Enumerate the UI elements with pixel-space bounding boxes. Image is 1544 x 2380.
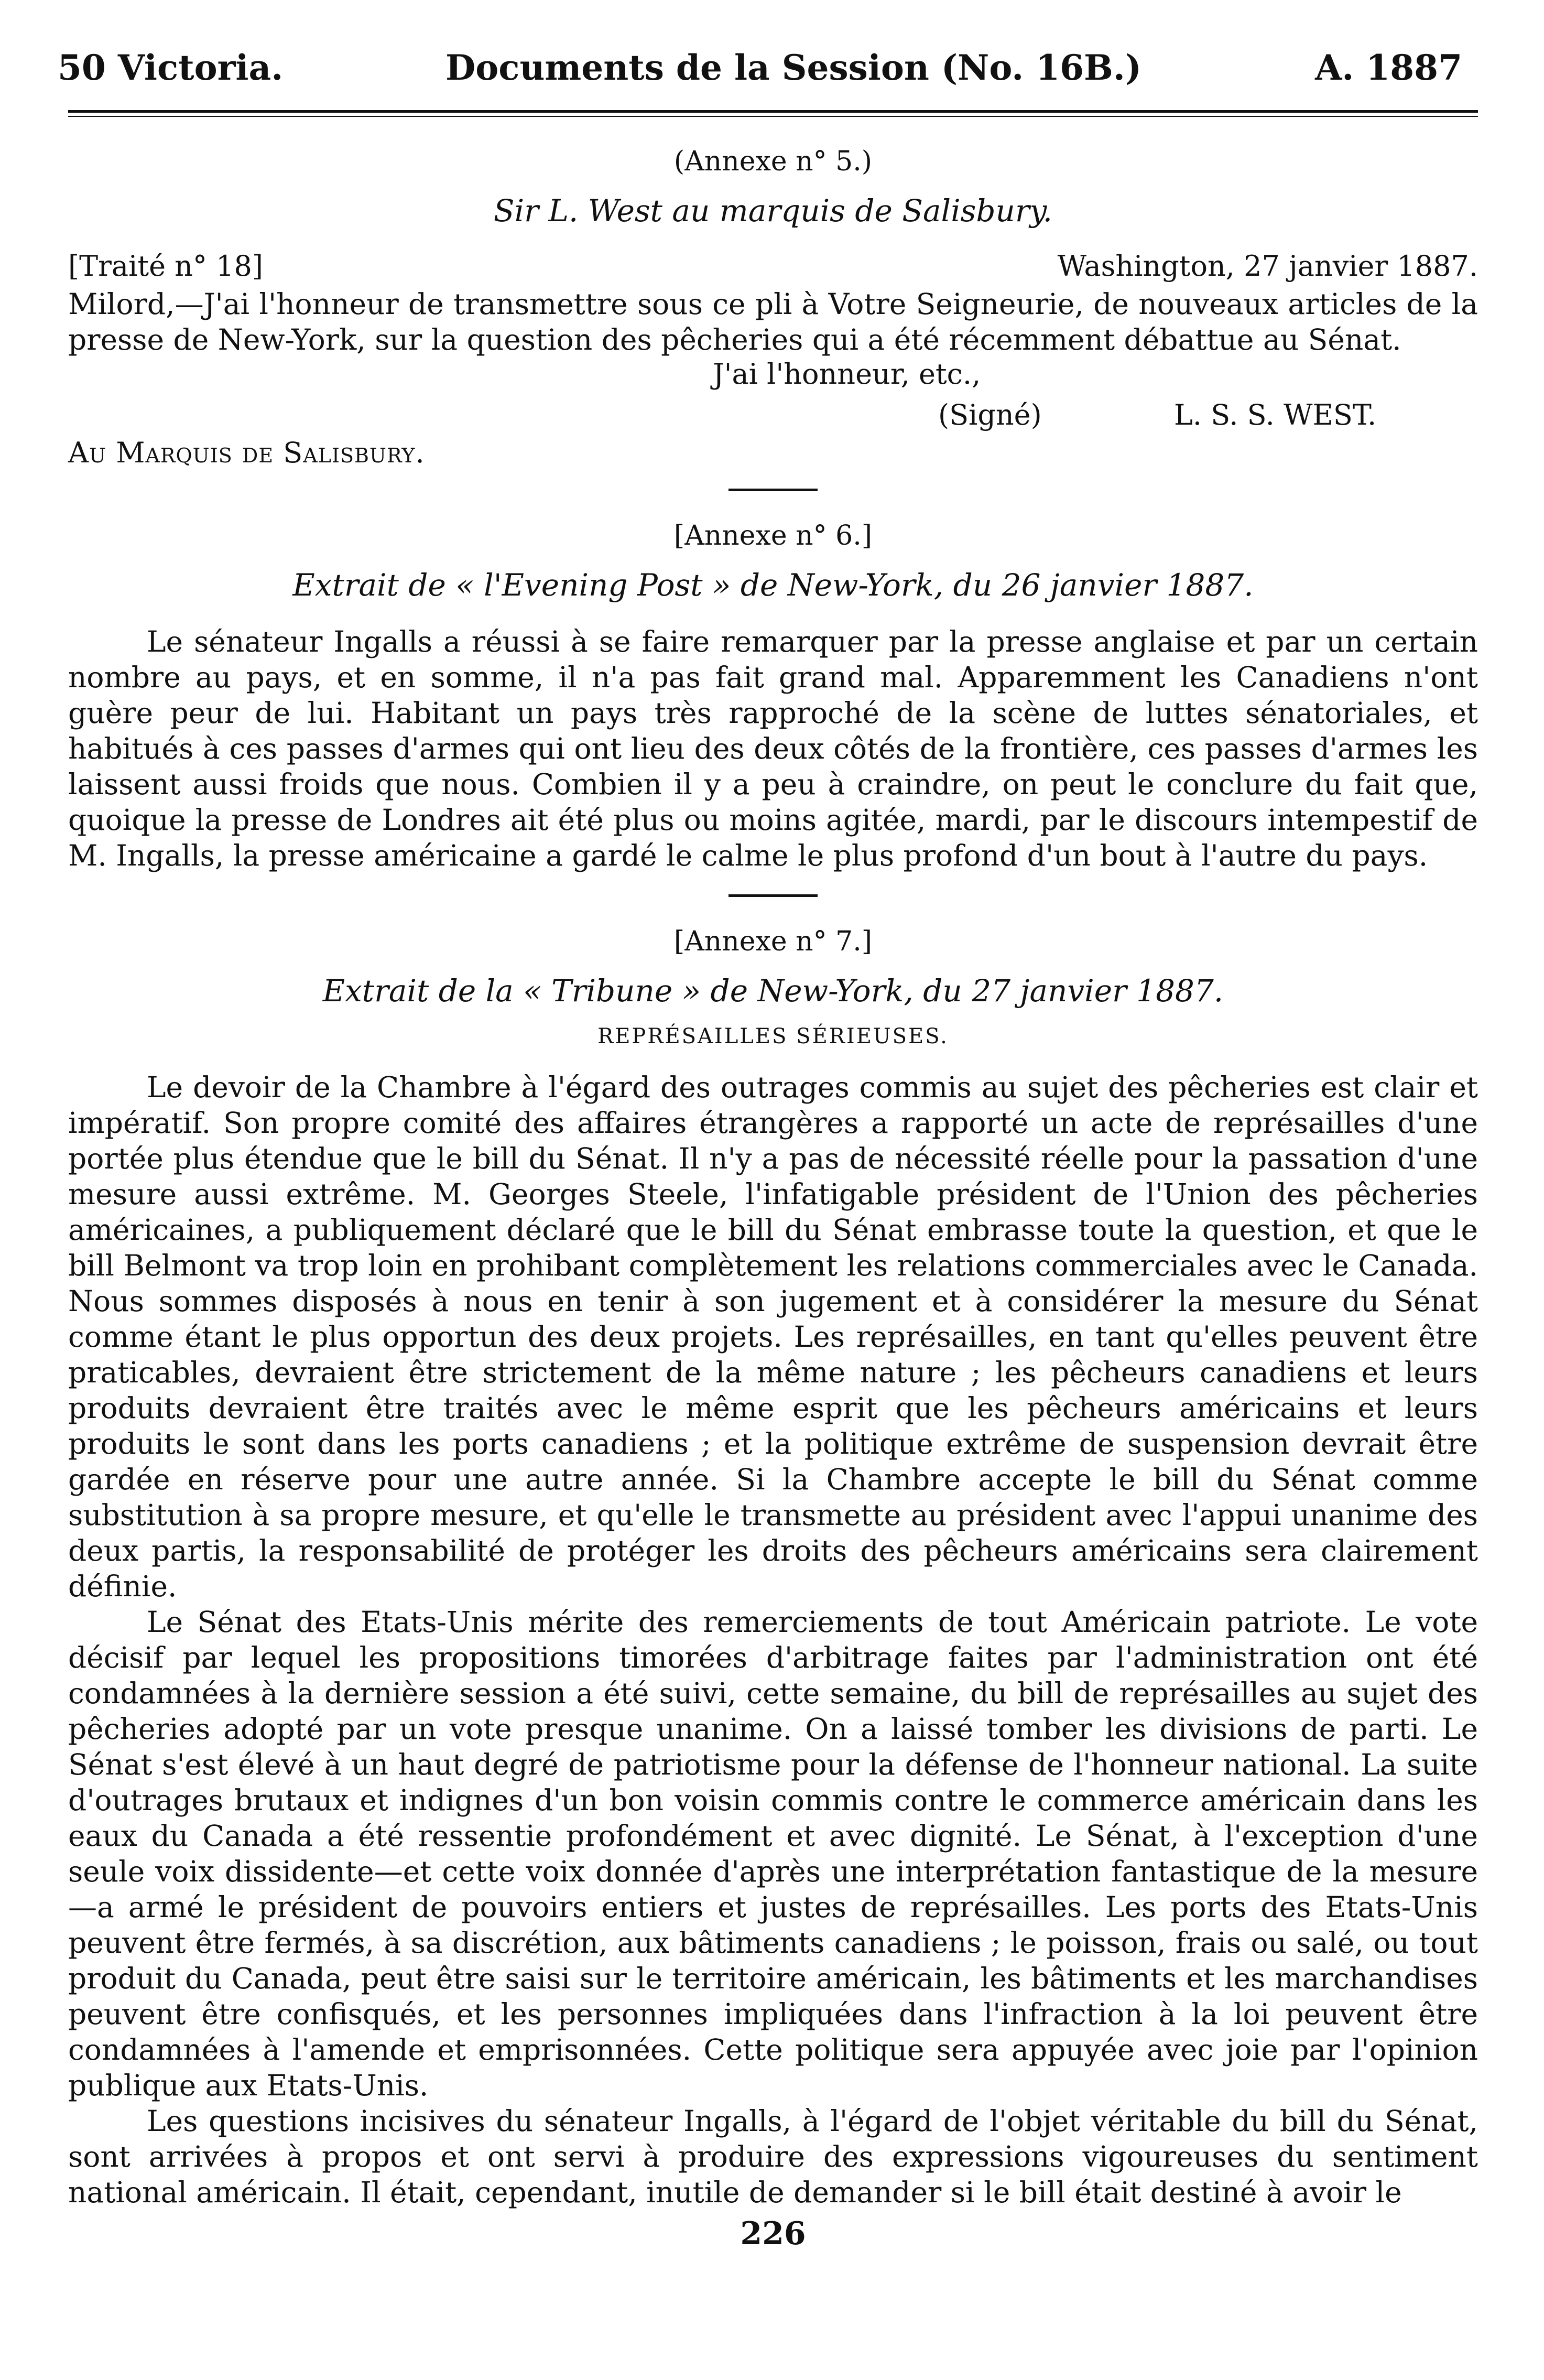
annex5-title: Sir L. West au marquis de Salisbury.: [493, 193, 1053, 229]
annex5-label: (Annexe n° 5.): [673, 146, 873, 177]
annex6-body: Le sénateur Ingalls a réussi à se faire remarquer par la presse anglaise et par un certain nombre au pays, et en somme, il n'a pas fait grand mal. Apparemment les Canadiens n'ont guère peur de lui. Habitant un pays très rapproché de la scène de luttes sénatoriales, et habitués à ces passes d'armes qui ont lieu des deux côtés de la frontière, ces passes d'armes les laissent aussi froids que nous. Combien il y a peu à craindre, on peut le conclure du fait que, quoique la presse de Londres ait été plus ou moins agitée, mardi, par le discours intempestif de M. Ingalls, la presse américaine a gardé le calme le plus profond d'un bout à l'autre du pays.: [68, 625, 1478, 872]
annex7-paragraph: Les questions incisives du sénateur Ingalls, à l'égard de l'objet véritable du bill du Sénat, sont arrivées à propos et ont servi à produire des expressions vigoureuses du sentiment national américain. Il était, cependant, inutile de demander si le bill était destiné à avoir le: [68, 2104, 1478, 2209]
annex6-title: Extrait de « l'Evening Post » de New-York, du 26 janvier 1887.: [292, 567, 1254, 603]
dateline: Washington, 27 janvier 1887.: [1057, 250, 1478, 283]
signed-label: (Signé): [938, 398, 1042, 431]
header-volume: 50 Victoria.: [58, 47, 284, 88]
closing-formula: J'ai l'honneur, etc.,: [713, 358, 981, 391]
section-divider: [728, 489, 818, 491]
annex7-label: [Annexe n° 7.]: [673, 926, 873, 957]
header-rule: [68, 110, 1478, 117]
annex7-title: Extrait de la « Tribune » de New-York, du 27 janvier 1887.: [322, 973, 1224, 1009]
annex5-reference-row: [68, 250, 1478, 286]
header-title: Documents de la Session (No. 16B.): [445, 47, 1142, 88]
annex6-label: [Annexe n° 6.]: [673, 520, 873, 551]
running-head: [58, 42, 1478, 100]
page: [58, 42, 1478, 2252]
annex7-paragraph: Le Sénat des Etats-Unis mérite des remerciements de tout Américain patriote. Le vote décisif par lequel les propositions timorées d'arbitrage faites par l'administration ont été condamnées à la dernière session a été suivi, cette semaine, du bill de représailles au sujet des pêcheries adopté par un vote presque unanime. On a laissé tomber les divisions de parti. Le Sénat s'est élevé à un haut degré de patriotisme pour la défense de l'honneur national. La suite d'outrages brutaux et indignes d'un bon voisin commis contre le commerce américain dans les eaux du Canada a été ressentie profondément et avec dignité. Le Sénat, à l'exception d'une seule voix dissidente—et cette voix donnée d'après une interprétation fantastique de la mesure—a armé le président de pouvoirs entiers et justes de représailles. Les ports des Etats-Unis peuvent être fermés, à sa discrétion, aux bâtiments canadiens ; le poisson, frais ou salé, ou tout produit du Canada, peut être saisi sur le territoire américain, les bâtiments et les marchandises peuvent être confisqués, et les personnes impliquées dans l'infraction à la loi peuvent être condamnées à l'amende et emprisonnées. Cette politique sera appuyée avec joie par l'opinion publique aux Etats-Unis.: [68, 1605, 1478, 2102]
annex7-headline: REPRÉSAILLES SÉRIEUSES.: [597, 1024, 949, 1048]
addressee: Au Marquis de Salisbury.: [68, 436, 425, 469]
section-divider: [728, 894, 818, 897]
page-number: 226: [740, 2215, 806, 2252]
treaty-reference: [Traité n° 18]: [68, 250, 263, 283]
annex5-closing: [68, 358, 1478, 478]
header-year: A. 1887: [1315, 47, 1462, 88]
annex5-body: Milord,—J'ai l'honneur de transmettre sous ce pli à Votre Seigneurie, de nouveaux articles de la presse de New-York, sur la question des pêcheries qui a été récemment débattue au Sénat.: [68, 287, 1478, 356]
signer-name: L. S. S. WEST.: [1174, 398, 1377, 431]
annex7-paragraph: Le devoir de la Chambre à l'égard des outrages commis au sujet des pêcheries est clair et impératif. Son propre comité des affaires étrangères a rapporté un acte de représailles d'une portée plus étendue que le bill du Sénat. Il n'y a pas de nécessité réelle pour la passation d'une mesure aussi extrême. M. Georges Steele, l'infatigable président de l'Union des pêcheries américaines, a publiquement déclaré que le bill du Sénat embrasse toute la question, et que le bill Belmont va trop loin en prohibant complètement les relations commerciales avec le Canada. Nous sommes disposés à nous en tenir à son jugement et à considérer la mesure du Sénat comme étant le plus opportun des deux projets. Les représailles, en tant qu'elles peuvent être praticables, devraient être strictement de la même nature ; les pêcheurs canadiens et leurs produits devraient être traités avec le même esprit que les pêcheurs américains et leurs produits le sont dans les ports canadiens ; et la politique extrême de suspension devrait être gardée en réserve pour une autre année. Si la Chambre accepte le bill du Sénat comme substitution à sa propre mesure, et qu'elle le transmette au président avec l'appui unanime des deux partis, la responsabilité de protéger les droits des pêcheurs américains sera clairement définie.: [68, 1070, 1478, 1603]
